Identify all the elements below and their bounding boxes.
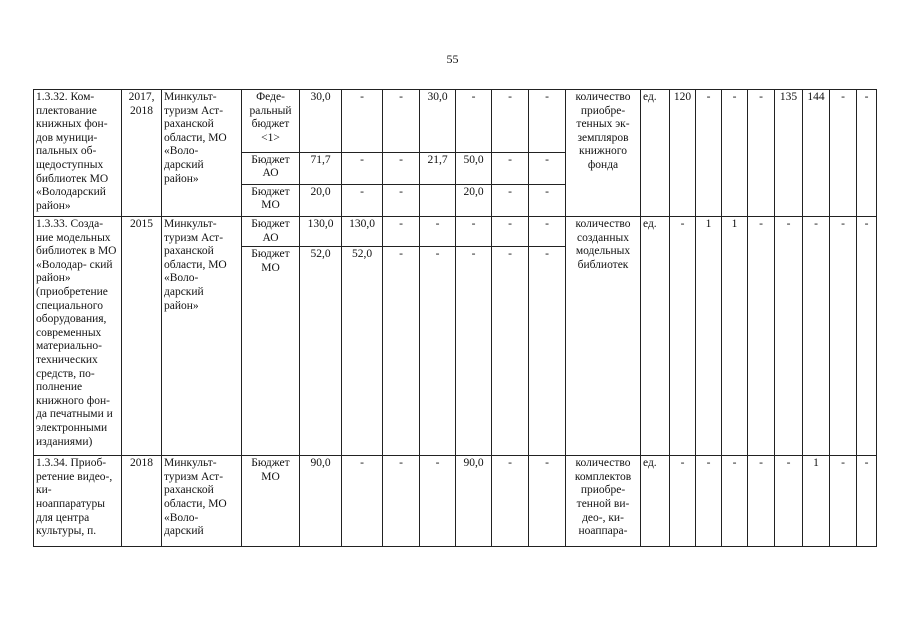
- funding-year-value: -: [383, 152, 420, 184]
- years: 2018: [122, 456, 162, 547]
- funding-year-value: 21,7: [420, 152, 456, 184]
- funding-year-value: -: [383, 217, 420, 247]
- target-value: -: [748, 90, 775, 217]
- target-value: -: [748, 217, 775, 456]
- indicator: количество приобре- тенных эк- земпляров книжного фонда: [566, 90, 641, 217]
- target-value: 1: [696, 217, 722, 456]
- target-value: -: [775, 456, 803, 547]
- years: 2017, 2018: [122, 90, 162, 217]
- funding-year-value: 90,0: [456, 456, 492, 547]
- funding-year-value: 52,0: [342, 247, 383, 456]
- funding-year-value: -: [342, 184, 383, 216]
- funding-year-value: -: [529, 456, 566, 547]
- page-number: 55: [446, 52, 459, 66]
- funding-year-value: -: [492, 184, 529, 216]
- target-value: -: [857, 90, 877, 217]
- funding-year-value: -: [420, 247, 456, 456]
- funding-year-value: -: [383, 247, 420, 456]
- target-value: 135: [775, 90, 803, 217]
- funding-year-value: -: [529, 152, 566, 184]
- funding-total: 71,7: [300, 152, 342, 184]
- target-value: 1: [803, 456, 830, 547]
- funding-total: 20,0: [300, 184, 342, 216]
- funding-year-value: -: [420, 456, 456, 547]
- funding-source: Бюджет МО: [242, 184, 300, 216]
- funding-year-value: -: [420, 217, 456, 247]
- target-value: -: [722, 456, 748, 547]
- funding-year-value: -: [342, 90, 383, 153]
- target-value: -: [696, 456, 722, 547]
- target-value: -: [803, 217, 830, 456]
- executor: Минкульт- туризм Аст- раханской области, МО «Воло- дарский: [162, 456, 242, 547]
- funding-year-value: -: [383, 90, 420, 153]
- funding-year-value: -: [492, 247, 529, 456]
- indicator: количество комплектов приобре- тенной ви- део-, ки- ноаппара-: [566, 456, 641, 547]
- target-value: -: [722, 90, 748, 217]
- target-value: -: [775, 217, 803, 456]
- funding-year-value: -: [529, 184, 566, 216]
- unit: ед.: [641, 217, 670, 456]
- funding-source: Бюджет АО: [242, 152, 300, 184]
- unit: ед.: [641, 90, 670, 217]
- funding-year-value: -: [492, 152, 529, 184]
- target-value: -: [830, 90, 857, 217]
- target-value: -: [696, 90, 722, 217]
- funding-total: 30,0: [300, 90, 342, 153]
- funding-year-value: -: [342, 152, 383, 184]
- funding-total: 90,0: [300, 456, 342, 547]
- executor: Минкульт- туризм Аст- раханской области, МО «Воло- дарский район»: [162, 90, 242, 217]
- indicator: количество созданных модельных библиотек: [566, 217, 641, 456]
- funding-year-value: -: [456, 90, 492, 153]
- funding-year-value: 20,0: [456, 184, 492, 216]
- program-table: [33, 89, 877, 547]
- funding-year-value: -: [383, 456, 420, 547]
- funding-year-value: -: [492, 90, 529, 153]
- funding-year-value: 50,0: [456, 152, 492, 184]
- target-value: 1: [722, 217, 748, 456]
- table-row: [34, 90, 877, 153]
- funding-year-value: -: [492, 456, 529, 547]
- funding-source: Бюджет АО: [242, 217, 300, 247]
- table-row: [34, 217, 877, 247]
- measure-name: 1.3.32. Ком- плектование книжных фон- дов муници- пальных об- щедоступных библиотек МО «Володарский район»: [34, 90, 122, 217]
- target-value: 144: [803, 90, 830, 217]
- funding-total: 130,0: [300, 217, 342, 247]
- target-value: -: [830, 217, 857, 456]
- funding-year-value: [420, 184, 456, 216]
- funding-year-value: -: [529, 217, 566, 247]
- table-row: [34, 456, 877, 547]
- measure-name: 1.3.34. Приоб- ретение видео-, ки- ноаппаратуры для центра культуры, п.: [34, 456, 122, 547]
- funding-year-value: -: [456, 247, 492, 456]
- unit: ед.: [641, 456, 670, 547]
- years: 2015: [122, 217, 162, 456]
- funding-year-value: -: [529, 247, 566, 456]
- funding-source: Бюджет МО: [242, 247, 300, 456]
- funding-year-value: 30,0: [420, 90, 456, 153]
- funding-year-value: 130,0: [342, 217, 383, 247]
- funding-year-value: -: [456, 217, 492, 247]
- target-value: -: [670, 217, 696, 456]
- funding-year-value: -: [492, 217, 529, 247]
- funding-total: 52,0: [300, 247, 342, 456]
- measure-name: 1.3.33. Созда- ние модельных библиотек в МО «Володар- ский район» (приобретение специального оборудования, современных материально- технических средств, по- полнение книжного фон- да печатными и электронными изданиями): [34, 217, 122, 456]
- executor: Минкульт- туризм Аст- раханской области, МО «Воло- дарский район»: [162, 217, 242, 456]
- target-value: -: [857, 217, 877, 456]
- target-value: 120: [670, 90, 696, 217]
- funding-year-value: -: [383, 184, 420, 216]
- funding-source: Бюджет МО: [242, 456, 300, 547]
- funding-year-value: -: [342, 456, 383, 547]
- funding-source: Феде- ральный бюджет <1>: [242, 90, 300, 153]
- target-value: -: [857, 456, 877, 547]
- target-value: -: [830, 456, 857, 547]
- target-value: -: [670, 456, 696, 547]
- target-value: -: [748, 456, 775, 547]
- funding-year-value: -: [529, 90, 566, 153]
